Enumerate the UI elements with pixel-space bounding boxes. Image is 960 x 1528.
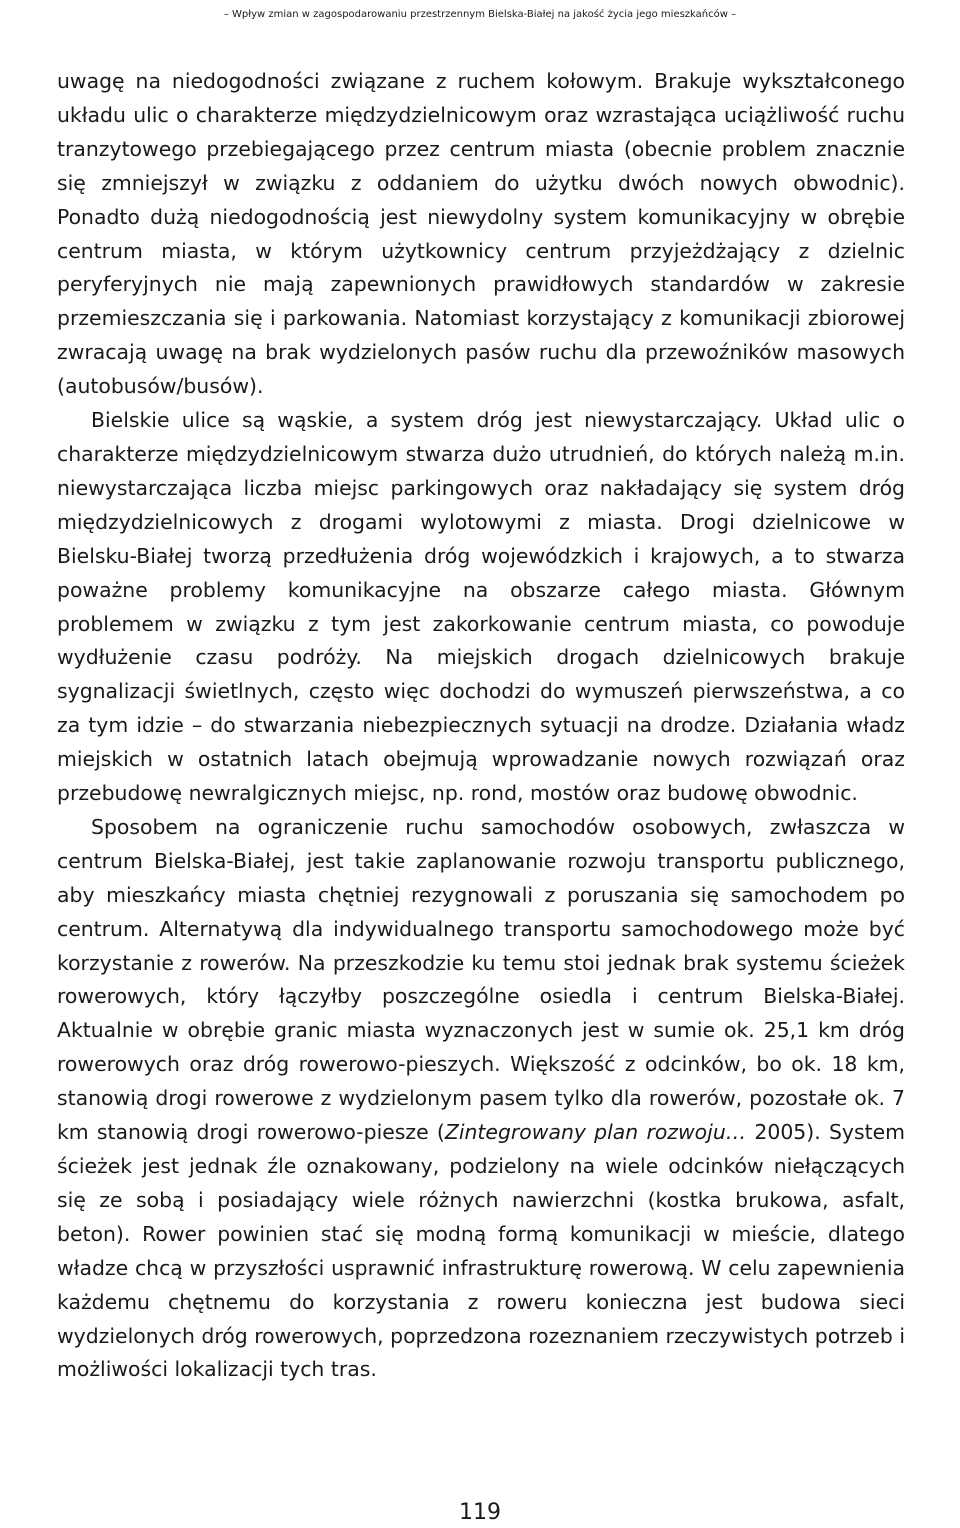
paragraph-3-text-before: Sposobem na ograniczenie ruchu samochodów osobowych, zwłaszcza w centrum Bielska-Białej, jest takie zaplanowanie rozwoju transportu publicznego, aby mieszkańcy miasta chętniej rezygnowali z poruszania się samochodem po centrum. Alternatywą dla indywidualnego transportu samochodowego może być korzystanie z rowerów. Na przeszkodzie ku temu stoi jednak brak systemu ścieżek rowerowych, który łączyłby poszczególne osiedla i centrum Bielska-Białej. Aktualnie w obrębie granic miasta wyznaczonych jest w sumie ok. 25,1 km dróg rowerowych oraz dróg rowerowo-pieszych. Większość z odcinków, bo ok. 18 km, stanowią drogi rowerowe z wydzielonym pasem tylko dla rowerów, pozostałe ok. 7 km stanowią drogi rowerowo-piesze ( [57, 814, 905, 1145]
paragraph-1: uwagę na niedogodności związane z ruchem kołowym. Brakuje wykształconego układu ulic o charakterze międzydzielnicowym oraz wzrastająca uciążliwość ruchu tranzytowego przebiegającego przez centrum miasta (obecnie problem znacznie się zmniejszył w związku z oddaniem do użytku dwóch nowych obwodnic). Ponadto dużą niedogodnością jest niewydolny system komunikacyjny w obrębie centrum miasta, w którym użytkownicy centrum przyjeżdżający z dzielnic peryferyjnych nie mają zapewnionych prawidłowych standardów w zakresie przemieszczania się i parkowania. Natomiast korzystający z komunikacji zbiorowej zwracają uwagę na brak wydzielonych pasów ruchu dla przewoźników masowych (autobusów/busów). [57, 69, 905, 399]
paragraph-3-text-after: 2005). System ścieżek jest jednak źle oznakowany, podzielony na wiele odcinków niełączących się ze sobą i posiadający wiele różnych nawierzchni (kostka brukowa, asfalt, beton). Rower powinien stać się modną formą komunikacji w mieście, dlatego władze chcą w przyszłości usprawnić infrastrukturę rowerową. W celu zapewnienia każdemu chętnemu do korzystania z roweru konieczna jest budowa sieci wydzielonych dróg rowerowych, poprzedzona rozeznaniem rzeczywistych potrzeb i możliwości lokalizacji tych tras. [57, 1120, 905, 1382]
body-text [57, 65, 905, 1387]
running-header: – Wpływ zmian w zagospodarowaniu przestrzennym Bielska-Białej na jakość życia jego mieszkańców – [223, 9, 737, 20]
citation-title: Zintegrowany plan rozwoju… [444, 1120, 747, 1145]
paragraph-3 [57, 811, 905, 1387]
page-number: 119 [459, 1500, 501, 1525]
paragraph-2: Bielskie ulice są wąskie, a system dróg jest niewystarczający. Układ ulic o charakterze międzydzielnicowym stwarza dużo utrudnień, do których należą m.in. niewystarczająca liczba miejsc parkingowych oraz nakładający się system dróg międzydzielnicowych z drogami wylotowymi z miasta. Drogi dzielnicowe w Bielsku-Białej tworzą przedłużenia dróg wojewódzkich i krajowych, a to stwarza poważne problemy komunikacyjne na obszarze całego miasta. Głównym problemem w związku z tym jest zakorkowanie centrum miasta, co powoduje wydłużenie czasu podróży. Na miejskich drogach dzielnicowych brakuje sygnalizacji świetlnych, często więc dochodzi do wymuszeń pierwszeństwa, a co za tym idzie – do stwarzania niebezpiecznych sytuacji na drodze. Działania władz miejskich w ostatnich latach obejmują wprowadzanie nowych rozwiązań oraz przebudowę newralgicznych miejsc, np. rond, mostów oraz budowę obwodnic. [57, 408, 905, 806]
